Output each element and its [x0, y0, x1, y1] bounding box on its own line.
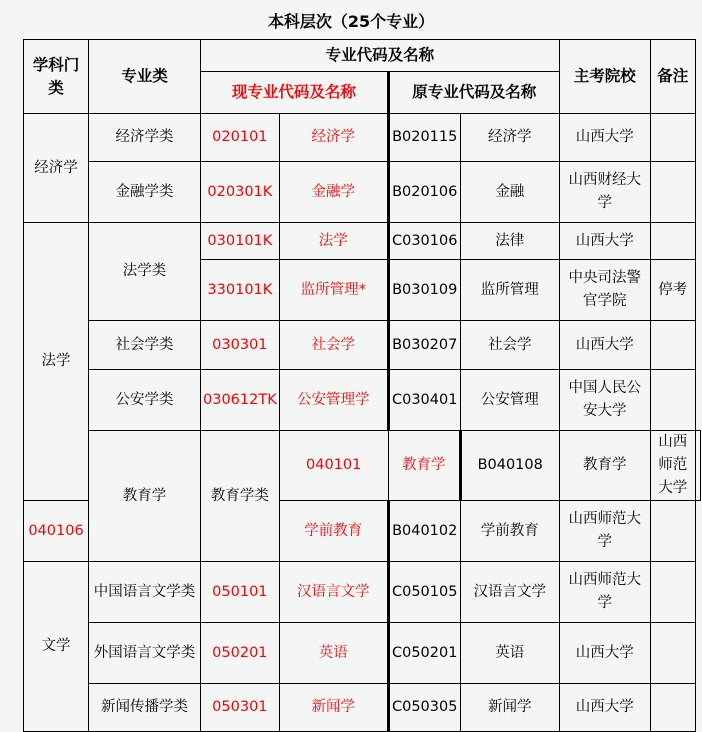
major-class-cell: 社会学类	[89, 321, 201, 370]
new-name-cell: 公安管理学	[279, 370, 388, 431]
school-cell: 中央司法警官学院	[559, 260, 650, 321]
school-cell: 山西师范大学	[559, 501, 650, 562]
old-name-cell: 公安管理	[460, 370, 559, 431]
school-cell: 山西大学	[559, 623, 650, 684]
new-code-cell: 030101K	[201, 223, 280, 260]
new-code-cell: 020301K	[201, 162, 280, 223]
new-code-cell: 330101K	[201, 260, 280, 321]
header-major-class: 专业类	[89, 40, 201, 114]
new-name-cell: 金融学	[279, 162, 388, 223]
discipline-cell: 经济学	[24, 114, 89, 223]
new-code-cell: 050301	[201, 684, 280, 732]
old-name-cell: 社会学	[460, 321, 559, 370]
new-code-cell: 050201	[201, 623, 280, 684]
school-cell: 山西师范大学	[559, 562, 650, 623]
header-current-code-and-name: 现专业代码及名称	[201, 72, 389, 114]
header-code-and-name: 专业代码及名称	[201, 40, 560, 72]
header-discipline: 学科门类	[24, 40, 89, 114]
remark-cell	[650, 370, 695, 431]
school-cell: 山西大学	[559, 114, 650, 162]
majors-table	[23, 39, 701, 732]
old-name-cell: 英语	[460, 623, 559, 684]
remark-cell	[650, 114, 695, 162]
school-cell: 山西师范大学	[650, 431, 695, 501]
new-name-cell: 汉语言文学	[279, 562, 388, 623]
new-code-cell: 050101	[201, 562, 280, 623]
new-name-cell: 教育学	[388, 431, 460, 501]
table-row	[24, 114, 701, 162]
header-original-code-and-name: 原专业代码及名称	[388, 72, 559, 114]
major-class-cell: 教育学类	[201, 431, 280, 562]
remark-cell: 停考	[650, 260, 695, 321]
table-row	[24, 223, 701, 260]
old-name-cell: 汉语言文学	[460, 562, 559, 623]
remark-cell	[650, 501, 695, 562]
old-name-cell: 监所管理	[460, 260, 559, 321]
old-code-cell: C030106	[388, 223, 460, 260]
old-code-cell: C030401	[388, 370, 460, 431]
new-code-cell: 030612TK	[201, 370, 280, 431]
remark-cell	[650, 223, 695, 260]
major-class-cell: 中国语言文学类	[89, 562, 201, 623]
major-class-cell: 新闻传播学类	[89, 684, 201, 732]
discipline-cell: 法学	[24, 223, 89, 501]
new-code-cell: 040106	[24, 501, 89, 562]
page-title: 本科层次（25个专业）	[267, 12, 435, 31]
school-cell: 中国人民公安大学	[559, 370, 650, 431]
new-code-cell: 040101	[279, 431, 388, 501]
remark-cell	[650, 321, 695, 370]
discipline-cell: 文学	[24, 562, 89, 732]
table-row	[24, 321, 701, 370]
new-name-cell: 新闻学	[279, 684, 388, 732]
header-host-school: 主考院校	[559, 40, 650, 114]
school-cell: 山西大学	[559, 684, 650, 732]
new-name-cell: 学前教育	[279, 501, 388, 562]
old-code-cell: B020106	[388, 162, 460, 223]
school-cell: 山西大学	[559, 321, 650, 370]
remark-cell	[650, 162, 695, 223]
remark-cell	[650, 623, 695, 684]
major-class-cell: 法学类	[89, 223, 201, 321]
table-row	[24, 162, 701, 223]
new-code-cell: 030301	[201, 321, 280, 370]
old-name-cell: 经济学	[460, 114, 559, 162]
old-name-cell: 教育学	[559, 431, 650, 501]
discipline-cell: 教育学	[89, 431, 201, 562]
old-code-cell: B030109	[388, 260, 460, 321]
remark-cell	[650, 684, 695, 732]
old-name-cell: 金融	[460, 162, 559, 223]
table-row	[24, 431, 701, 501]
major-class-cell: 公安学类	[89, 370, 201, 431]
new-name-cell: 社会学	[279, 321, 388, 370]
school-cell: 山西大学	[559, 223, 650, 260]
table-row	[24, 370, 701, 431]
new-name-cell: 监所管理*	[279, 260, 388, 321]
major-class-cell: 金融学类	[89, 162, 201, 223]
old-code-cell: B020115	[388, 114, 460, 162]
table-row	[24, 562, 701, 623]
new-name-cell: 英语	[279, 623, 388, 684]
remark-cell	[650, 562, 695, 623]
old-name-cell: 学前教育	[460, 501, 559, 562]
major-class-cell: 外国语言文学类	[89, 623, 201, 684]
old-code-cell: C050105	[388, 562, 460, 623]
old-code-cell: C050201	[388, 623, 460, 684]
old-code-cell: B040102	[388, 501, 460, 562]
old-name-cell: 法律	[460, 223, 559, 260]
table-row	[24, 623, 701, 684]
old-code-cell: C050305	[388, 684, 460, 732]
old-name-cell: 新闻学	[460, 684, 559, 732]
old-code-cell: B040108	[460, 431, 559, 501]
school-cell: 山西财经大学	[559, 162, 650, 223]
remark-cell	[695, 431, 700, 501]
major-class-cell: 经济学类	[89, 114, 201, 162]
new-name-cell: 法学	[279, 223, 388, 260]
header-remarks: 备注	[650, 40, 695, 114]
new-name-cell: 经济学	[279, 114, 388, 162]
table-row	[24, 684, 701, 732]
new-code-cell: 020101	[201, 114, 280, 162]
old-code-cell: B030207	[388, 321, 460, 370]
